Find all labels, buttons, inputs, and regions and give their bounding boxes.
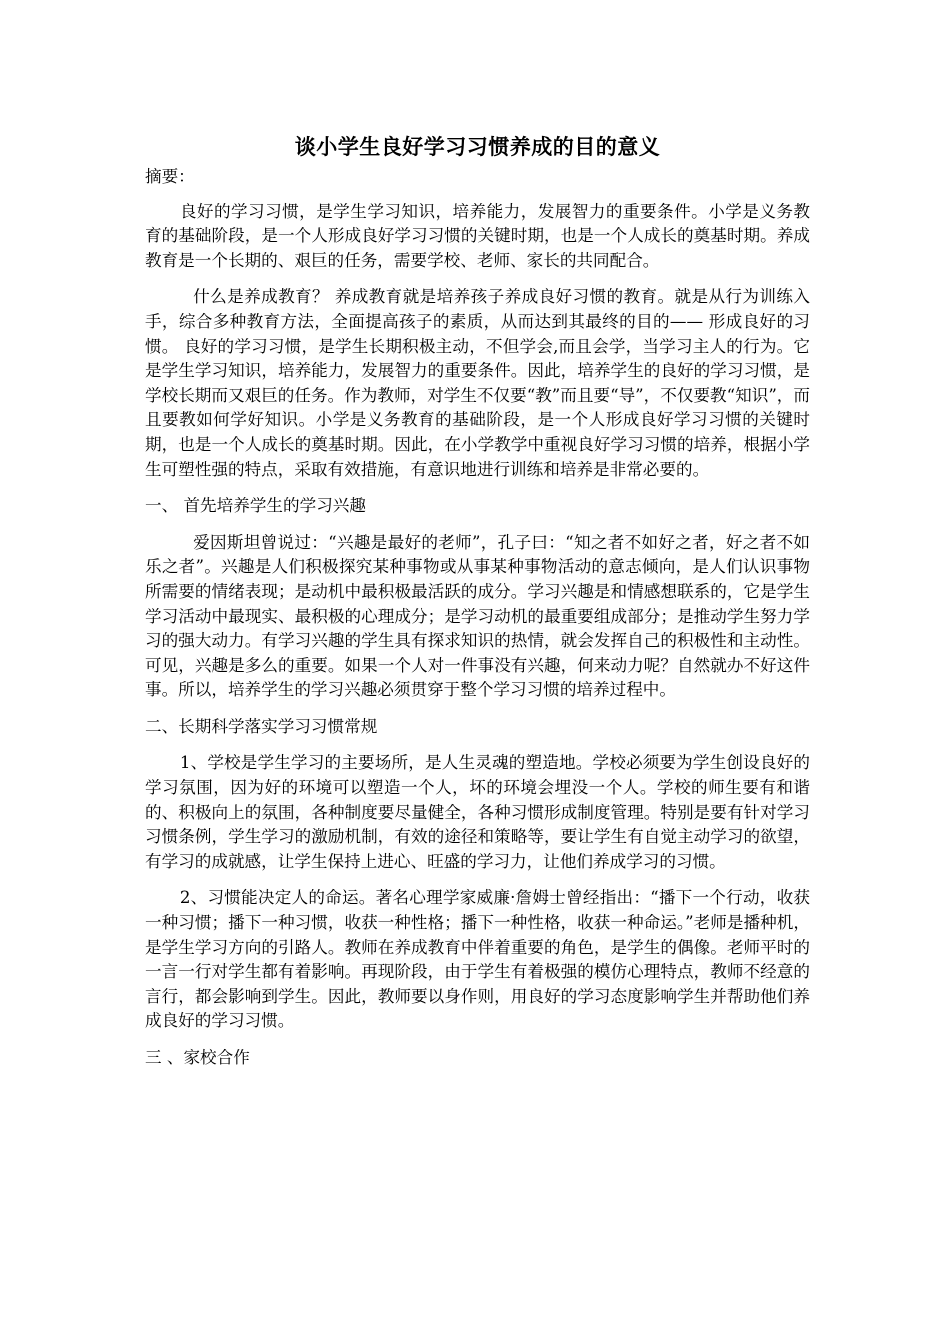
section-2-paragraph-2: 2、习惯能决定人的命运。著名心理学家威廉·詹姆士曾经指出：“播下一个行动，收获一种习惯；播下一种习惯，收获一种性格；播下一种性格，收获一种命运。”老师是播种机，是学生学习方向的引路人。教师在养成教育中伴着重要的角色，是学生的偶像。老师平时的一言一行对学生都有着影响。再现阶段，由于学生有着极强的模仿心理特点，教师不经意的言行，都会影响到学生。因此，教师要以身作则，用良好的学习态度影响学生并帮助他们养成良好的学习习惯。 xyxy=(145,888,810,1031)
section-2-heading: 二、长期科学落实学习习惯常规 xyxy=(145,716,378,736)
section-3-heading: 三 、家校合作 xyxy=(145,1048,250,1067)
section-2-paragraph-1: 1、学校是学生学习的主要场所，是人生灵魂的塑造地。学校必须要为学生创设良好的学习氛围，因为好的环境可以塑造一个人，坏的环境会埋没一个人。学校的师生要有和谐的、积极向上的氛围，各种制度要尽量健全，各种习惯形成制度管理。特别是要有针对学习习惯条例，学生学习的激励机制，有效的途径和策略等，要让学生有自觉主动学习的欲望，有学习的成就感，让学生保持上进心、旺盛的学习力，让他们养成学习的习惯。 xyxy=(145,753,810,871)
document-body xyxy=(145,131,810,1071)
intro-paragraph: 什么是养成教育？ 养成教育就是培养孩子养成良好习惯的教育。就是从行为训练入手，综合多种教育方法，全面提高孩子的素质，从而达到其最终的目的—— 形成良好的习惯。 良好的学习习惯，是学生长期积极主动，不但学会,而且会学，当学习主人的行为。它是学生学习知识，培养能力，发展智力的重要条件。因此，培养学生的良好的学习习惯，是学校长期而又艰巨的任务。作为教师，对学生不仅要“教”而且要“导”，不仅要教“知识”，而且要教如何学好知识。小学是义务教育的基础阶段，是一个人形成良好学习习惯的关键时期，也是一个人成长的奠基时期。因此，在小学教学中重视良好学习习惯的培养，根据小学生可塑性强的特点，采取有效措施，有意识地进行训练和培养是非常必要的。 xyxy=(145,287,810,479)
section-1-heading: 一、 首先培养学生的学习兴趣 xyxy=(145,496,366,516)
abstract-label: 摘要： xyxy=(145,167,195,186)
abstract-paragraph: 良好的学习习惯，是学生学习知识，培养能力，发展智力的重要条件。小学是义务教育的基础阶段，是一个人形成良好学习习惯的关键时期，也是一个人成长的奠基时期。养成教育是一个长期的、艰巨的任务，需要学校、老师、家长的共同配合。 xyxy=(145,201,810,270)
section-1-paragraph: 爱因斯坦曾说过：“兴趣是最好的老师”，孔子曰：“知之者不如好之者，好之者不如乐之者”。兴趣是人们积极探究某种事物或从事某种事物活动的意志倾向，是人们认识事物所需要的情绪表现；是动机中最积极最活跃的成分。学习兴趣是和情感想联系的，它是学生学习活动中最现实、最积极的心理成分；是学习动机的最重要组成部分；是推动学生努力学习的强大动力。有学习兴趣的学生具有探求知识的热情，就会发挥自己的积极性和主动性。可见，兴趣是多么的重要。如果一个人对一件事没有兴趣，何来动力呢？自然就办不好这件事。所以，培养学生的学习兴趣必须贯穿于整个学习习惯的培养过程中。 xyxy=(145,532,810,700)
document-title: 谈小学生良好学习习惯养成的目的意义 xyxy=(294,135,661,159)
